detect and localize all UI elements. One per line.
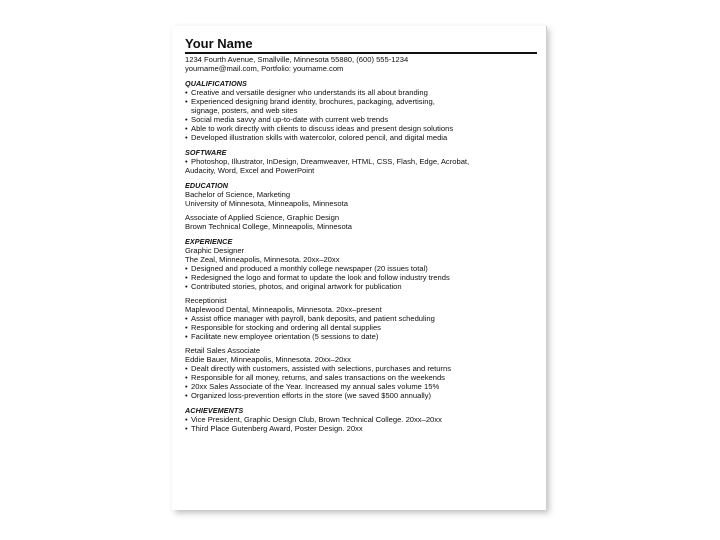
contact-email: yourname@mail.com, Portfolio: yourname.com — [185, 64, 344, 73]
education-school: Brown Technical College, Minneapolis, Minnesota — [185, 222, 353, 231]
resume-content — [185, 36, 537, 433]
list-item-continued: signage, posters, and web sites — [191, 106, 298, 115]
list-item: • Third Place Gutenberg Award, Poster Design. 20xx — [185, 424, 363, 433]
list-item: • Vice President, Graphic Design Club, Brown Technical College. 20xx–20xx — [185, 415, 442, 424]
qualifications-heading: QUALIFICATIONS — [185, 79, 247, 88]
job-place: The Zeal, Minneapolis, Minnesota. 20xx–20xx — [185, 255, 340, 264]
list-item: • 20xx Sales Associate of the Year. Increased my annual sales volume 15% — [185, 382, 440, 391]
list-item: • Dealt directly with customers, assisted with selections, purchases and returns — [185, 364, 451, 373]
achievements-heading: ACHIEVEMENTS — [185, 406, 244, 415]
software-line: • Photoshop, Illustrator, InDesign, Dreamweaver, HTML, CSS, Flash, Edge, Acrobat, — [185, 157, 470, 166]
job-title: Graphic Designer — [185, 246, 245, 255]
education-school: University of Minnesota, Minneapolis, Minnesota — [185, 199, 348, 208]
job-place: Maplewood Dental, Minneapolis, Minnesota. 20xx–present — [185, 305, 382, 314]
list-item: • Assist office manager with payroll, bank deposits, and patient scheduling — [185, 314, 435, 323]
education-degree: Bachelor of Science, Marketing — [185, 190, 291, 199]
software-heading: SOFTWARE — [185, 148, 227, 157]
list-item: • Responsible for all money, returns, and sales transactions on the weekends — [185, 373, 445, 382]
list-item: • Responsible for stocking and ordering all dental supplies — [185, 323, 381, 332]
job-title: Receptionist — [185, 296, 227, 305]
education-degree: Associate of Applied Science, Graphic Design — [185, 213, 340, 222]
experience-heading: EXPERIENCE — [185, 237, 233, 246]
list-item: • Developed illustration skills with watercolor, colored pencil, and digital media — [185, 133, 448, 142]
list-item: • Redesigned the logo and format to update the look and follow industry trends — [185, 273, 450, 282]
list-item: • Organized loss-prevention efforts in the store (we saved $500 annually) — [185, 391, 432, 400]
list-item: • Experienced designing brand identity, brochures, packaging, advertising, — [185, 97, 435, 106]
list-item: • Able to work directly with clients to discuss ideas and present design solutions — [185, 124, 454, 133]
job-place: Eddie Bauer, Minneapolis, Minnesota. 20xx–20xx — [185, 355, 351, 364]
experience-section — [185, 237, 537, 400]
list-item: • Facilitate new employee orientation (5 sessions to date) — [185, 332, 379, 341]
software-section — [185, 148, 537, 175]
job-title: Retail Sales Associate — [185, 346, 261, 355]
list-item: • Designed and produced a monthly college newspaper (20 issues total) — [185, 264, 428, 273]
header-rule — [185, 52, 537, 54]
contact-address: 1234 Fourth Avenue, Smallville, Minnesota 55880, (600) 555-1234 — [185, 55, 409, 64]
qualifications-section — [185, 79, 537, 142]
resume-name: Your Name — [185, 36, 253, 51]
software-line-continued: Audacity, Word, Excel and PowerPoint — [185, 166, 315, 175]
education-section — [185, 181, 537, 231]
resume-page — [172, 26, 546, 510]
list-item: • Contributed stories, photos, and original artwork for publication — [185, 282, 402, 291]
list-item: • Creative and versatile designer who understands its all about branding — [185, 88, 428, 97]
list-item: • Social media savvy and up-to-date with current web trends — [185, 115, 389, 124]
achievements-section — [185, 406, 537, 433]
education-heading: EDUCATION — [185, 181, 229, 190]
